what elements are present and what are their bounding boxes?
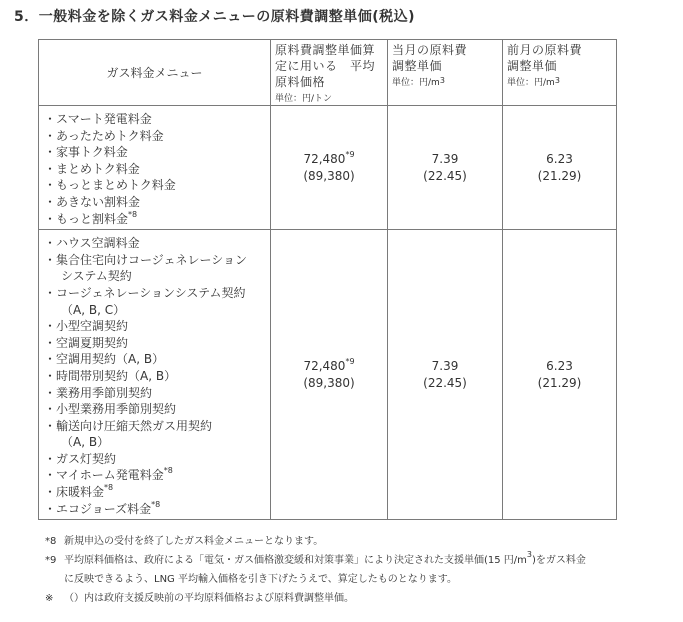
list-item: ・あったためトク料金	[44, 128, 164, 143]
list-item: ・床暖料金$^{*8}$	[44, 483, 114, 500]
note-ref-8: *8	[104, 483, 114, 493]
avg-price-cell-group-2	[271, 230, 388, 520]
table-row-group-2	[39, 230, 617, 520]
list-item: ・時間帯別契約（A, B）	[44, 368, 177, 383]
header-prev-month-line1: 前月の原料費	[507, 43, 583, 57]
header-avg-price-line3: 原料価格	[275, 75, 326, 89]
list-item: ・コージェネレーションシステム契約	[44, 285, 246, 300]
menu-cell-group-1	[39, 106, 271, 230]
header-prev-month-line2: 調整単価	[507, 59, 558, 73]
list-item: ・もっと割料金$^{*8}$	[44, 209, 138, 226]
this-month-cell-group-2	[388, 230, 503, 520]
footnote-9-superscript: 3	[526, 550, 533, 559]
prev-month-paren: (21.29)	[537, 375, 582, 390]
header-prev-month-unit: 単位：円/m	[507, 78, 555, 88]
header-this-month-line1: 当月の原料費	[392, 43, 468, 57]
list-item: ・スマート発電料金	[44, 112, 152, 126]
list-item: ・ハウス空調料金	[44, 236, 140, 251]
list-item: ・ガス灯契約	[44, 451, 117, 466]
avg-price-cell-group-1	[271, 106, 388, 230]
footnote-9: *9 平均原料価格は、政府による「電気・ガス価格激変緩和対策事業」により決定された支援単価(15 円$/m^3$)をガス料金	[45, 550, 586, 566]
this-month-cell-group-1	[388, 106, 503, 230]
unit-superscript: 3	[554, 76, 560, 85]
avg-price-value: 72,480$^{*9}$	[303, 149, 355, 166]
note-ref-9: *9	[345, 149, 355, 159]
footnote-8: *8 新規申込の受付を終了したガス料金メニューとなります。	[45, 536, 324, 547]
header-avg-price	[271, 40, 388, 106]
list-item: ・マイホーム発電料金$^{*8}$	[44, 466, 173, 483]
note-ref-8: *8	[151, 499, 161, 509]
rate-table	[38, 39, 617, 520]
header-this-month-line2: 調整単価	[392, 59, 443, 73]
menu-list-group-2	[39, 230, 270, 519]
header-prev-month-unit-wrap	[507, 77, 616, 89]
list-item: ・小型空調契約	[44, 319, 129, 334]
prev-month-paren: (21.29)	[537, 168, 582, 183]
this-month-paren: (22.45)	[423, 168, 467, 183]
prev-month-value: 6.23	[546, 151, 573, 166]
list-item-continuation: （A, B, C）	[61, 302, 126, 317]
this-month-value: 7.39	[431, 151, 459, 166]
note-ref-8: *8	[163, 466, 173, 476]
footnotes	[45, 532, 586, 608]
list-item: ・輸送向け圧縮天然ガス用契約	[44, 418, 213, 433]
list-item: ・小型業務用季節別契約	[44, 402, 177, 417]
avg-price-paren: (89,380)	[303, 375, 355, 390]
list-item-continuation: システム契約	[61, 269, 132, 284]
list-item: ・もっとまとめトク料金	[44, 178, 176, 193]
footnote-paren: ※ （）内は政府支援反映前の平均原料価格および原料費調整単価。	[45, 593, 354, 604]
list-item: ・家事トク料金	[44, 145, 128, 160]
header-avg-price-line2: 定に用いる 平均	[275, 59, 376, 73]
this-month-paren: (22.45)	[423, 375, 467, 390]
prev-month-cell-group-1	[503, 106, 617, 230]
list-item: ・あきない割料金	[44, 194, 141, 209]
note-ref-9: *9	[345, 356, 355, 366]
list-item: ・エコジョーズ料金$^{*8}$	[44, 499, 161, 516]
menu-list-group-1	[39, 106, 270, 229]
footnote-9-continued: に反映できるよう、LNG 平均輸入価格を引き下げたうえで、算定したものとなります。	[64, 574, 457, 585]
header-this-month-unit: 単位：円/m	[392, 78, 440, 88]
table-header-row	[39, 40, 617, 106]
menu-cell-group-2	[39, 230, 271, 520]
list-item: ・集合住宅向けコージェネレーション	[44, 252, 248, 267]
avg-price-value: 72,480$^{*9}$	[303, 356, 355, 373]
prev-month-value: 6.23	[546, 358, 573, 373]
list-item: ・空調用契約（A, B）	[44, 352, 165, 367]
header-avg-price-line1: 原料費調整単価算	[275, 43, 376, 57]
list-item-continuation: （A, B）	[61, 435, 110, 450]
list-item: ・まとめトク料金	[44, 161, 140, 176]
section-heading: 5．一般料金を除くガス料金メニューの原料費調整単価(税込)	[14, 9, 416, 25]
header-this-month	[388, 40, 503, 106]
table-row-group-1	[39, 106, 617, 230]
list-item: ・業務用季節別契約	[44, 385, 153, 400]
this-month-value: 7.39	[431, 358, 459, 373]
header-prev-month	[503, 40, 617, 106]
header-this-month-unit-wrap	[392, 77, 502, 89]
note-ref-8: *8	[128, 209, 138, 219]
prev-month-cell-group-2	[503, 230, 617, 520]
unit-superscript: 3	[439, 76, 445, 85]
avg-price-paren: (89,380)	[303, 168, 355, 183]
list-item: ・空調夏期契約	[44, 335, 129, 350]
header-menu: ガス料金メニュー	[39, 40, 271, 106]
header-avg-price-unit: 単位：円/トン	[275, 94, 333, 104]
